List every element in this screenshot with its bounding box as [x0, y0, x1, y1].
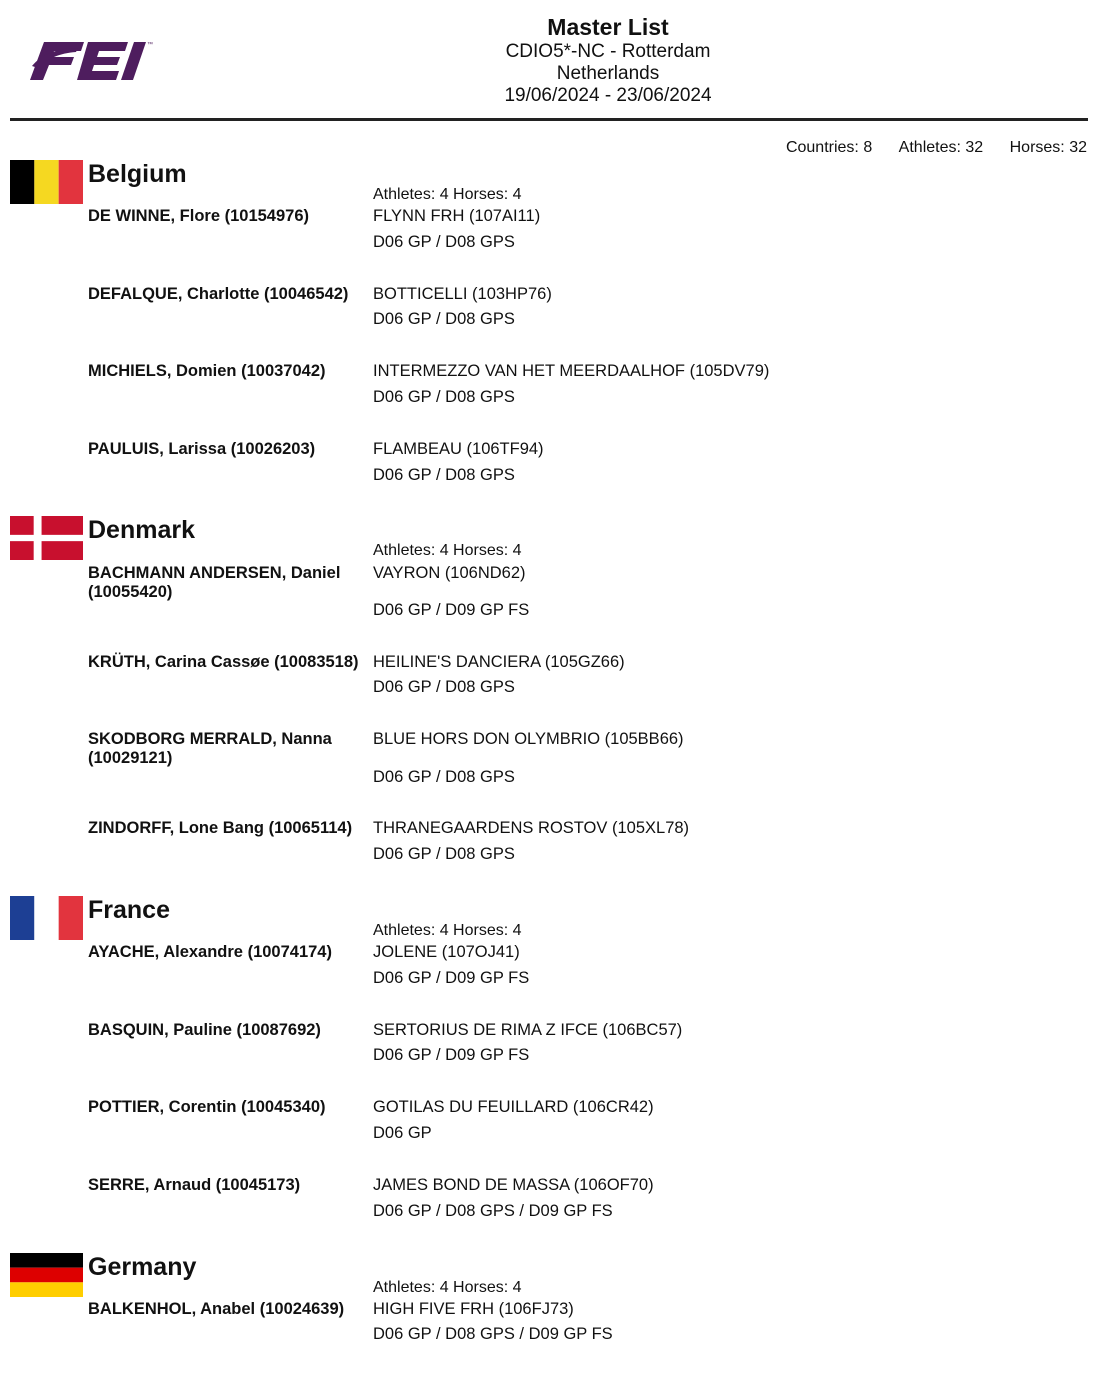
horse-name: HEILINE'S DANCIERA (105GZ66) [373, 653, 625, 671]
horse-name: JOLENE (107OJ41) [373, 943, 520, 961]
france-flag-icon [10, 896, 83, 940]
horse-name: VAYRON (106ND62) [373, 564, 526, 582]
competitions: D06 GP / D08 GPS / D09 GP FS [373, 1325, 613, 1343]
athlete-name: SKODBORG MERRALD, Nanna (10029121) [88, 730, 332, 767]
athlete-name: PAULUIS, Larissa (10026203) [88, 440, 316, 458]
horses-total: Horses: 32 [1009, 139, 1087, 156]
competitions: D06 GP / D08 GPS [373, 845, 515, 863]
country-name: Germany [88, 1253, 197, 1281]
horse-name: GOTILAS DU FEUILLARD (106CR42) [373, 1098, 654, 1116]
country-name: France [88, 896, 170, 924]
competitions: D06 GP / D08 GPS [373, 466, 515, 484]
horse-name: THRANEGAARDENS ROSTOV (105XL78) [373, 819, 690, 837]
country-counts: Athletes: 4 Horses: 4 [373, 186, 522, 203]
competitions: D06 GP / D08 GPS [373, 678, 515, 696]
competitions: D06 GP [373, 1124, 432, 1142]
athlete-name: ZINDORFF, Lone Bang (10065114) [88, 819, 353, 837]
athlete-name: SERRE, Arnaud (10045173) [88, 1176, 301, 1194]
belgium-flag-icon [10, 160, 83, 204]
competitions: D06 GP / D09 GP FS [373, 969, 530, 987]
athlete-name: BASQUIN, Pauline (10087692) [88, 1021, 321, 1039]
competitions: D06 GP / D09 GP FS [373, 1046, 530, 1064]
horse-name: BOTTICELLI (103HP76) [373, 285, 552, 303]
athlete-name: AYACHE, Alexandre (10074174) [88, 943, 332, 961]
horse-name: HIGH FIVE FRH (106FJ73) [373, 1300, 574, 1318]
horse-name: JAMES BOND DE MASSA (106OF70) [373, 1176, 654, 1194]
athlete-name: BALKENHOL, Anabel (10024639) [88, 1300, 345, 1318]
germany-flag-icon [10, 1253, 83, 1297]
svg-text:™: ™ [147, 42, 153, 48]
country-counts: Athletes: 4 Horses: 4 [373, 1279, 522, 1296]
athlete-name: MICHIELS, Domien (10037042) [88, 362, 326, 380]
countries-total: Countries: 8 [785, 139, 873, 156]
athlete-name: DE WINNE, Flore (10154976) [88, 207, 309, 225]
fei-logo [28, 36, 163, 91]
competitions: D06 GP / D08 GPS [373, 310, 515, 328]
competitions: D06 GP / D09 GP FS [373, 601, 530, 619]
athlete-name: POTTIER, Corentin (10045340) [88, 1098, 326, 1116]
country-name: Denmark [88, 516, 195, 544]
athlete-name: BACHMANN ANDERSEN, Daniel (10055420) [88, 564, 341, 601]
competitions: D06 GP / D08 GPS [373, 233, 515, 251]
athlete-name: DEFALQUE, Charlotte (10046542) [88, 285, 349, 303]
totals-summary [764, 139, 1087, 157]
event-name: CDIO5*-NC - Rotterdam [505, 41, 711, 62]
header-divider [10, 118, 1088, 121]
denmark-flag-icon [10, 516, 83, 560]
document-title: Master List [547, 14, 669, 40]
horse-name: FLYNN FRH (107AI11) [373, 207, 541, 225]
athlete-name: KRÜTH, Carina Cassøe (10083518) [88, 653, 359, 671]
event-country: Netherlands [556, 63, 660, 84]
competitions: D06 GP / D08 GPS / D09 GP FS [373, 1202, 613, 1220]
horse-name: FLAMBEAU (106TF94) [373, 440, 544, 458]
country-counts: Athletes: 4 Horses: 4 [373, 922, 522, 939]
event-dates: 19/06/2024 - 23/06/2024 [504, 85, 712, 106]
horse-name: SERTORIUS DE RIMA Z IFCE (106BC57) [373, 1021, 683, 1039]
document-header [500, 14, 716, 107]
country-counts: Athletes: 4 Horses: 4 [373, 542, 522, 559]
country-name: Belgium [88, 160, 187, 188]
competitions: D06 GP / D08 GPS [373, 388, 515, 406]
athletes-total: Athletes: 32 [898, 139, 984, 156]
competitions: D06 GP / D08 GPS [373, 768, 515, 786]
horse-name: INTERMEZZO VAN HET MEERDAALHOF (105DV79) [373, 362, 770, 380]
horse-name: BLUE HORS DON OLYMBRIO (105BB66) [373, 730, 684, 748]
